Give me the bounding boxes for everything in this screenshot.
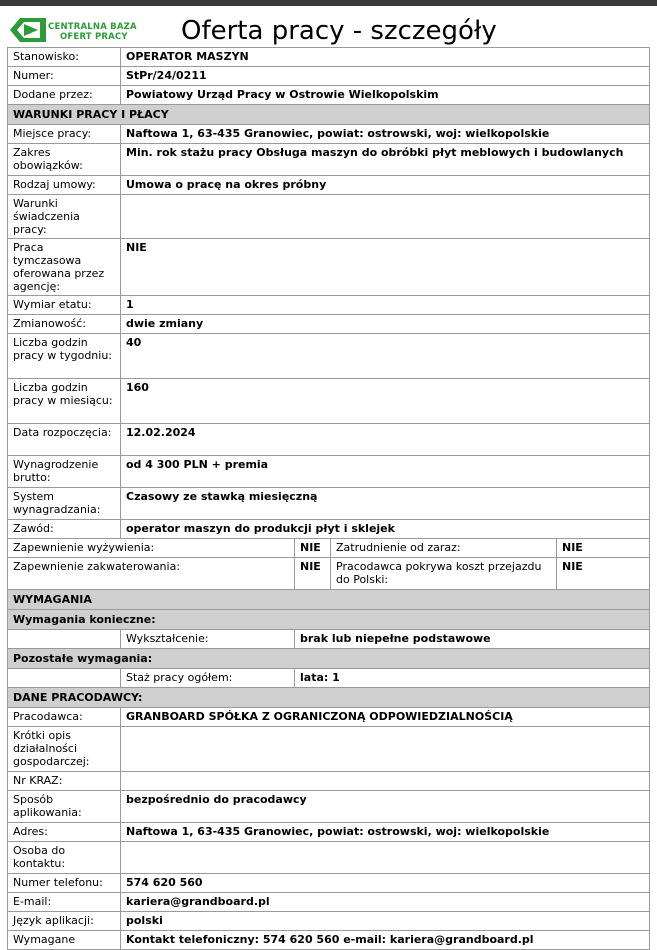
extra-label: Zapewnienie wyżywienia:	[8, 539, 295, 558]
section-requirements	[8, 590, 650, 610]
section-conditions	[8, 105, 650, 125]
condition-row	[8, 239, 650, 296]
condition-row-label: Praca tymczasowa oferowana przez agencję:	[8, 239, 121, 296]
extra-value: NIE	[295, 558, 331, 590]
condition-row	[8, 520, 650, 539]
condition-row-value: NIE	[121, 239, 650, 296]
requirements-required	[8, 610, 650, 630]
condition-row-value: operator maszyn do produkcji płyt i sklejek	[121, 520, 650, 539]
detail-row-label: Stanowisko:	[8, 48, 121, 67]
condition-row-value: Min. rok stażu pracy Obsługa maszyn do obróbki płyt meblowych i budowlanych	[121, 144, 650, 176]
employer-row	[8, 772, 650, 791]
requirement-row	[8, 630, 650, 649]
condition-row-label: Rodzaj umowy:	[8, 176, 121, 195]
detail-row-value: StPr/24/0211	[121, 67, 650, 86]
condition-row-label: Wymiar etatu:	[8, 296, 121, 315]
extra-label: Pracodawca pokrywa koszt przejazdu do Polski:	[331, 558, 557, 590]
condition-row-label: System wynagradzania:	[8, 488, 121, 520]
condition-row	[8, 144, 650, 176]
detail-row	[8, 48, 650, 67]
requirement-row-label: Wykształcenie:	[121, 630, 295, 649]
condition-row-label: Liczba godzin pracy w miesiącu:	[8, 379, 121, 424]
condition-row-label: Zmianowość:	[8, 315, 121, 334]
logo-line2: OFERT PRACY	[60, 32, 128, 42]
employer-row	[8, 931, 650, 950]
requirement-row	[8, 669, 650, 688]
employer-row	[8, 912, 650, 931]
section-employer	[8, 688, 650, 708]
employer-row	[8, 791, 650, 823]
detail-row-value: Powiatowy Urząd Pracy w Ostrowie Wielkopolskim	[121, 86, 650, 105]
employer-row-label: Pracodawca:	[8, 708, 121, 727]
logo-line1: CENTRALNA BAZA	[48, 22, 137, 32]
detail-row-label: Dodane przez:	[8, 86, 121, 105]
page-title: Oferta pracy - szczegóły	[181, 16, 497, 46]
employer-row	[8, 823, 650, 842]
condition-row-label: Liczba godzin pracy w tygodniu:	[8, 334, 121, 379]
condition-row	[8, 125, 650, 144]
condition-row-label: Zawód:	[8, 520, 121, 539]
employer-row-label: Krótki opis działalności gospodarczej:	[8, 727, 121, 772]
condition-row-value	[121, 195, 650, 239]
employer-row-value: Kontakt telefoniczny: 574 620 560 e-mail: kariera@grandboard.pl	[121, 931, 650, 950]
employer-row-label: E-mail:	[8, 893, 121, 912]
employer-row-value: kariera@grandboard.pl	[121, 893, 650, 912]
employer-row-value	[121, 772, 650, 791]
condition-row-value: 40	[121, 334, 650, 379]
extra-row	[8, 539, 650, 558]
employer-row-value	[121, 842, 650, 874]
requirements-other-title: Pozostałe wymagania:	[8, 649, 650, 669]
requirement-row-value: lata: 1	[295, 669, 650, 688]
employer-row-value: 574 620 560	[121, 874, 650, 893]
condition-row-value: Naftowa 1, 63-435 Granowiec, powiat: ostrowski, woj: wielkopolskie	[121, 125, 650, 144]
employer-row-label: Sposób aplikowania:	[8, 791, 121, 823]
condition-row-label: Miejsce pracy:	[8, 125, 121, 144]
condition-row-value: od 4 300 PLN + premia	[121, 456, 650, 488]
section-requirements-title: WYMAGANIA	[8, 590, 650, 610]
requirement-row-value: brak lub niepełne podstawowe	[295, 630, 650, 649]
requirement-row-spacer	[8, 669, 121, 688]
condition-row	[8, 488, 650, 520]
detail-row-label: Numer:	[8, 67, 121, 86]
employer-row	[8, 727, 650, 772]
logo-text	[48, 22, 137, 42]
requirements-other	[8, 649, 650, 669]
extra-label: Zatrudnienie od zaraz:	[331, 539, 557, 558]
condition-row-label: Data rozpoczęcia:	[8, 424, 121, 456]
section-conditions-title: WARUNKI PRACY I PŁACY	[8, 105, 650, 125]
offer-details-table	[7, 47, 650, 950]
condition-row-label: Warunki świadczenia pracy:	[8, 195, 121, 239]
employer-row-label: Adres:	[8, 823, 121, 842]
top-bar	[0, 0, 657, 6]
condition-row-value: dwie zmiany	[121, 315, 650, 334]
extra-value: NIE	[295, 539, 331, 558]
employer-row	[8, 708, 650, 727]
condition-row-value: Umowa o pracę na okres próbny	[121, 176, 650, 195]
condition-row	[8, 334, 650, 379]
extra-value: NIE	[557, 539, 650, 558]
condition-row	[8, 195, 650, 239]
extra-label: Zapewnienie zakwaterowania:	[8, 558, 295, 590]
employer-row-label: Numer telefonu:	[8, 874, 121, 893]
condition-row	[8, 456, 650, 488]
employer-row	[8, 874, 650, 893]
employer-row-value: polski	[121, 912, 650, 931]
requirement-row-spacer	[8, 630, 121, 649]
employer-row-label: Nr KRAZ:	[8, 772, 121, 791]
employer-row-label: Osoba do kontaktu:	[8, 842, 121, 874]
detail-row	[8, 67, 650, 86]
condition-row-label: Wynagrodzenie brutto:	[8, 456, 121, 488]
condition-row-value: 160	[121, 379, 650, 424]
section-employer-title: DANE PRACODAWCY:	[8, 688, 650, 708]
condition-row	[8, 296, 650, 315]
detail-row-value: OPERATOR MASZYN	[121, 48, 650, 67]
requirement-row-label: Staż pracy ogółem:	[121, 669, 295, 688]
employer-row-label: Język aplikacji:	[8, 912, 121, 931]
condition-row	[8, 176, 650, 195]
extra-value: NIE	[557, 558, 650, 590]
employer-row	[8, 842, 650, 874]
condition-row	[8, 424, 650, 456]
employer-row	[8, 893, 650, 912]
condition-row-value: 12.02.2024	[121, 424, 650, 456]
employer-row-value: bezpośrednio do pracodawcy	[121, 791, 650, 823]
condition-row-label: Zakres obowiązków:	[8, 144, 121, 176]
extra-row	[8, 558, 650, 590]
condition-row	[8, 379, 650, 424]
detail-row	[8, 86, 650, 105]
condition-row-value: Czasowy ze stawką miesięczną	[121, 488, 650, 520]
requirements-required-title: Wymagania konieczne:	[8, 610, 650, 630]
employer-row-label: Wymagane	[8, 931, 121, 950]
condition-row	[8, 315, 650, 334]
employer-row-value	[121, 727, 650, 772]
condition-row-value: 1	[121, 296, 650, 315]
employer-row-value: GRANBOARD SPÓŁKA Z OGRANICZONĄ ODPOWIEDZIALNOŚCIĄ	[121, 708, 650, 727]
employer-row-value: Naftowa 1, 63-435 Granowiec, powiat: ostrowski, woj: wielkopolskie	[121, 823, 650, 842]
